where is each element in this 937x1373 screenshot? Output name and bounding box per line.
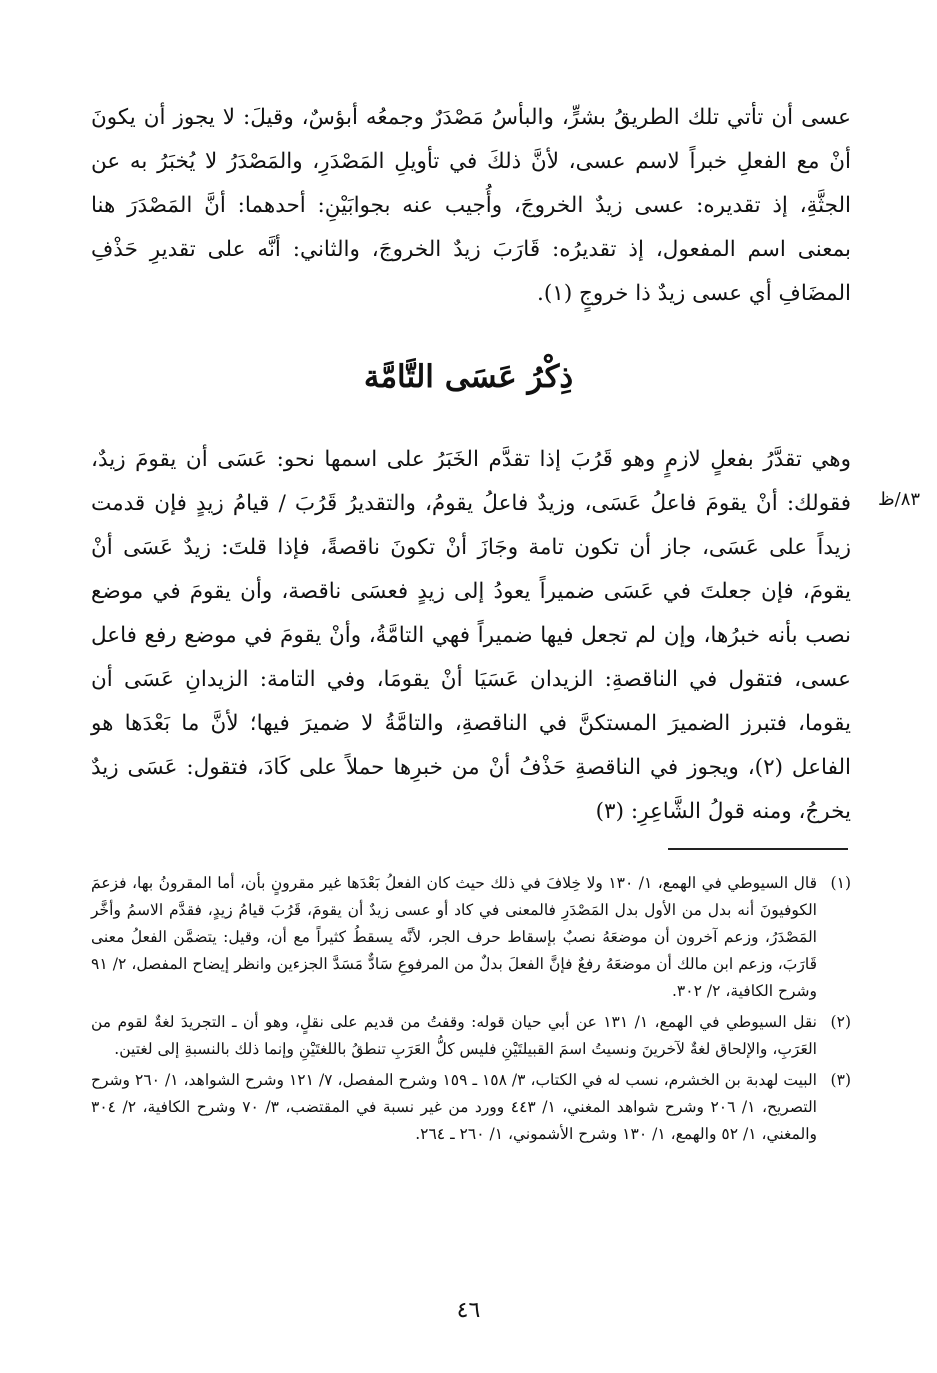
body-paragraph-1: عسى أن تأتي تلك الطريقُ بشرٍّ، والبأسُ مَصْدَرٌ وجمعُه أبؤسٌ، وقيلَ: لا يجوز أن يكونَ أنْ مع الفعلِ خبراً لاسم عسى، لأنَّ ذلكَ في تأويلِ المَصْدَرِ، والمَصْدَرُ لا يُخبَرُ به عن الجثَّةِ، إذ تقديره: عسى زيدٌ الخروجَ، وأُجيب عنه بجوابَيْنِ: أحدهما: أنَّ المَصْدَرَ هنا بمعنى اسم المفعول، إذ تقديرُه: قَارَبَ زيدٌ الخروجَ، والثاني: أنَّه على تقديرِ حَذْفِ المضَافِ أي عسى زيدٌ ذا خروجٍ (١). [91, 105, 851, 306]
footnote-2 [91, 1009, 851, 1063]
footnote-number: (٣) [830, 1071, 851, 1089]
footnotes [91, 870, 851, 1152]
body-paragraph-2: وهي تقدَّرُ بفعلٍ لازمٍ وهو قَرُبَ إذا تقدَّم الخَبَرُ على اسمها نحو: عَسَى أن يقومَ زيدٌ، فقولك: أنْ يقومَ فاعلُ عَسَى، وزيدٌ فاعلُ يقومُ، والتقديرُ قَرُبَ / قيامُ زيدٍ فإن قدمت زيداً على عَسَى، جاز أن تكون تامة وجَازَ أنْ تكونَ ناقصةً، فإذا قلتَ: زيدٌ عَسَى أنْ يقومَ، فإن جعلتَ في عَسَى ضميراً يعودُ إلى زيدٍ فعسَى ناقصة، وأن يقومَ في موضع نصب بأنه خبرُها، وإن لم تجعل فيها ضميراً فهي التامَّةُ، وأنْ يقومَ في موضع رفع فاعل عسى، فتقول في الناقصةِ: الزيدان عَسَيَا أنْ يقومَا، وفي التامة: الزيدانِ عَسَى أن يقوما، فتبرز الضميرَ المستكنَّ في الناقصةِ، والتامَّةُ لا ضميرَ فيها؛ لأنَّ ما بَعْدَها هو الفاعل (٢)، ويجوز في الناقصةِ حَذْفُ أنْ من خبرِها حملاً على كَادَ، فتقول: عَسَى زيدٌ يخرجُ، ومنه قولُ الشَّاعِرِ: (٣) [91, 447, 851, 824]
section-heading: ذِكْرُ عَسَى التَّامَّة [363, 359, 574, 395]
manuscript-folio-marker: ٨٣/ظ [878, 489, 921, 510]
footnote-text: نقل السيوطي في الهمع، ١/ ١٣١ عن أبي حيان قوله: وقفتُ من قديم على نقلٍ، وهو أن ـ التجريدَ لغةٌ لقوم من العَرَبِ، والإلحاق لغةٌ لآخرينَ ونسيتُ اسمَ القبيلتَيْنِ فليس كلُّ العَرَبِ تنطقُ باللغتَيْنِ وإنما ذلك بالنسبةِ إلى لغتين. [91, 1013, 817, 1058]
footnote-text: البيت لهدبة بن الخشرم، نسب له في الكتاب، ٣/ ١٥٨ ـ ١٥٩ وشرح المفصل، ٧/ ١٢١ وشرح الشواهد، ١/ ٢٦٠ وشرح التصريح، ١/ ٢٠٦ وشرح شواهد المغني، ١/ ٤٤٣ وورد من غير نسبة في المقتضب، ٣/ ٧٠ وشرح الكافية، ٢/ ٣٠٤ والمغني، ١/ ٥٢ والهمع، ١/ ١٣٠ وشرح الأشموني، ١/ ٢٦٠ ـ ٢٦٤. [91, 1071, 817, 1143]
footnote-1 [91, 870, 851, 1005]
page-number: ٤٦ [456, 1298, 481, 1323]
footnote-text: قال السيوطي في الهمع، ١/ ١٣٠ ولا خِلافَ في ذلك حيث كان الفعلُ بَعْدَها غير مقرونٍ بأن، أما المقرونُ بها، فزعمَ الكوفيونَ أنه بدل من الأول بدل المَصْدَرِ فالمعنى في كاد أو عسى زيدٌ أن يقومَ، قَرُبَ قيامُ زيدٍ، فقدَّم الاسمُ وأخَّر المَصْدَرُ، وزعم آخرون أن موضعَهُ نصبٌ بإسقاط حرف الجر، لأنَّه يسقطُ كثيراً مع أن، وقيل: يتضمَّن الفعلُ معنى قَارَبَ، وزعم ابن مالك أن موضعَهُ رفعٌ فإنَّ الفعلَ بدلٌ من المرفوعِ سَادٌّ مَسَدَّ الجزءين وانظر إيضاح المفصل، ٢/ ٩١ وشرح الكافية، ٢/ ٣٠٢. [91, 874, 817, 1000]
footnote-3 [91, 1067, 851, 1148]
footnote-number: (١) [830, 874, 851, 892]
footnote-separator [668, 848, 848, 850]
footnote-number: (٢) [830, 1013, 851, 1031]
